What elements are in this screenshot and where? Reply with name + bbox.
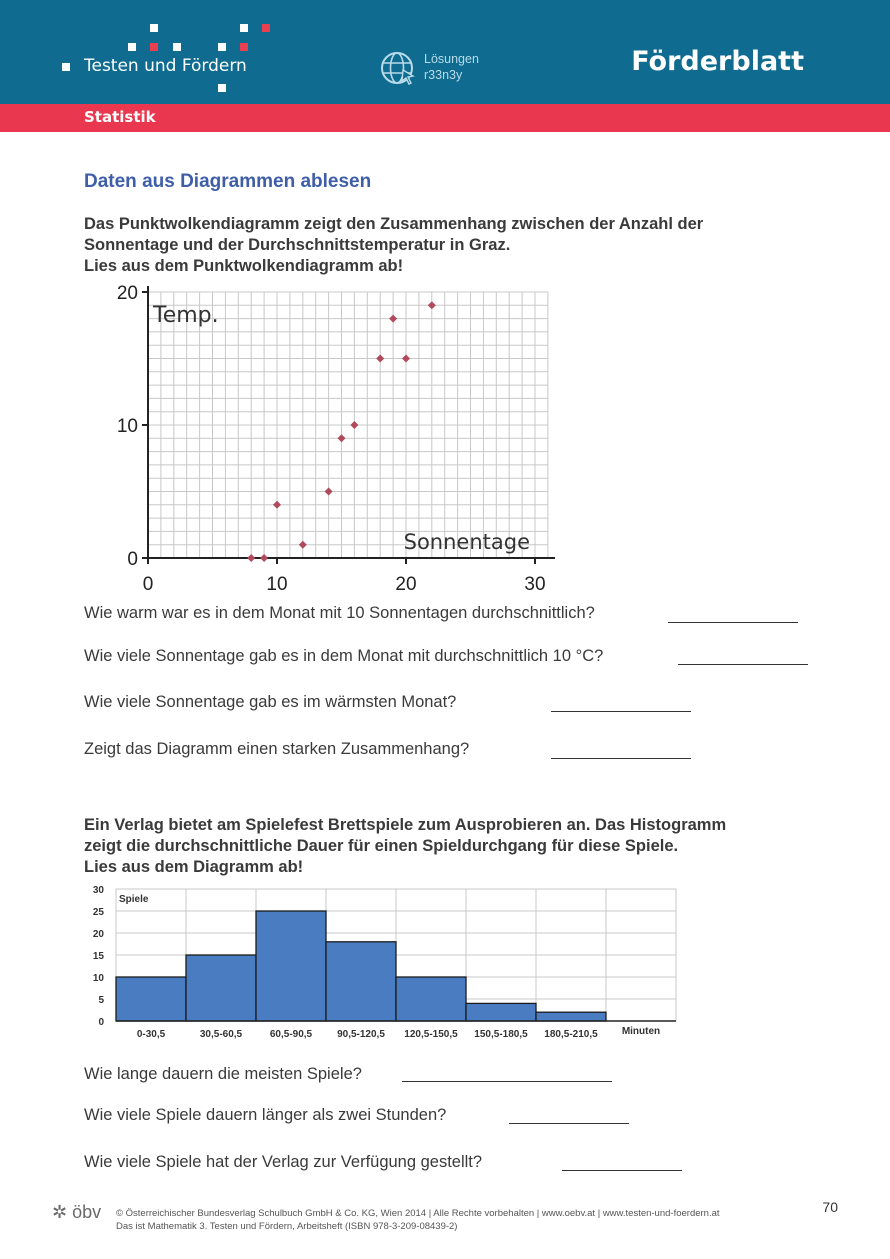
answer-line-4[interactable] <box>551 758 691 759</box>
x-tick-label: 180,5-210,5 <box>544 1029 598 1040</box>
histogram-bar <box>256 911 326 1021</box>
histogram-bar <box>186 955 256 1021</box>
logo-square <box>240 24 248 32</box>
logo-square <box>150 24 158 32</box>
logo-square <box>62 63 70 71</box>
y-tick-label: 15 <box>92 951 104 962</box>
x-tick-label: 30 <box>524 574 546 595</box>
logo-square <box>128 43 136 51</box>
answer-line-2[interactable] <box>678 664 808 665</box>
section-title: Daten aus Diagrammen ablesen <box>84 171 372 192</box>
x-tick-label: 60,5-90,5 <box>269 1029 313 1040</box>
histogram-bar <box>396 977 466 1021</box>
x-tick-label: 90,5-120,5 <box>337 1029 385 1040</box>
logo-square <box>262 24 270 32</box>
brand-name: Testen und Fördern <box>84 56 247 76</box>
x-axis-label: Minuten <box>621 1026 661 1037</box>
subject-bar <box>0 104 890 132</box>
task1-question-2: Wie viele Sonnentage gab es in dem Monat mit durchschnittlich 10 °C? <box>84 647 604 665</box>
x-tick-label: 10 <box>266 574 288 595</box>
task2-intro-line: Lies aus dem Diagramm ab! <box>84 858 304 876</box>
globe-icon[interactable] <box>380 50 416 86</box>
y-tick-label: 20 <box>92 929 104 940</box>
y-axis-label: Temp. <box>153 303 219 328</box>
solutions-code: r33n3y <box>424 68 463 82</box>
y-tick-label: 5 <box>98 995 104 1006</box>
answer-line-5[interactable] <box>402 1081 612 1082</box>
y-tick-label: 0 <box>127 549 138 570</box>
x-tick-label: 120,5-150,5 <box>404 1029 458 1040</box>
x-axis-label: Sonnentage <box>403 530 530 554</box>
task1-intro <box>84 214 804 277</box>
page-number: 70 <box>822 1199 838 1215</box>
x-tick-label: 30,5-60,5 <box>199 1029 243 1040</box>
answer-line-1[interactable] <box>668 622 798 623</box>
task2-intro-line: zeigt die durchschnittliche Dauer für einen Spieldurchgang für diese Spiele. <box>84 837 679 855</box>
histogram-chart <box>84 882 684 1044</box>
scatter-chart <box>100 280 560 600</box>
answer-line-7[interactable] <box>562 1170 682 1171</box>
footer-text <box>116 1207 720 1233</box>
y-tick-label: 10 <box>92 973 104 984</box>
task2-question-2: Wie viele Spiele dauern länger als zwei Stunden? <box>84 1106 447 1124</box>
y-tick-label: 10 <box>116 416 138 437</box>
subject-label: Statistik <box>84 108 156 126</box>
task1-question-1: Wie warm war es in dem Monat mit 10 Sonnentagen durchschnittlich? <box>84 604 595 622</box>
logo-square <box>240 43 248 51</box>
task1-intro-line: Das Punktwolkendiagramm zeigt den Zusammenhang zwischen der Anzahl der <box>84 215 704 233</box>
x-tick-label: 20 <box>395 574 417 595</box>
histogram-bar <box>466 1003 536 1021</box>
y-tick-label: 30 <box>92 885 104 896</box>
solutions-label: Lösungen <box>424 52 479 66</box>
y-axis-label: Spiele <box>119 894 149 905</box>
task1-question-3: Wie viele Sonnentage gab es im wärmsten Monat? <box>84 693 457 711</box>
footer-book: Das ist Mathematik 3. Testen und Fördern, Arbeitsheft (ISBN 978-3-209-08439-2) <box>116 1221 458 1232</box>
histogram-bar <box>116 977 186 1021</box>
solutions-link[interactable] <box>424 51 479 83</box>
task2-intro <box>84 815 804 878</box>
x-tick-label: 0-30,5 <box>136 1029 166 1040</box>
logo-square <box>173 43 181 51</box>
y-tick-label: 25 <box>92 907 104 918</box>
task1-intro-line: Sonnentage und der Durchschnittstemperatur in Graz. <box>84 236 511 254</box>
task1-intro-line: Lies aus dem Punktwolkendiagramm ab! <box>84 257 404 275</box>
logo-square <box>218 43 226 51</box>
logo-square <box>218 84 226 92</box>
asterisk-icon: ✲ <box>52 1202 68 1222</box>
footer-copyright: © Österreichischer Bundesverlag Schulbuch GmbH & Co. KG, Wien 2014 | Alle Rechte vorbehalten | www.oebv.at | www.testen-und-foerdern.at <box>116 1208 720 1219</box>
task2-intro-line: Ein Verlag bietet am Spielefest Brettspiele zum Ausprobieren an. Das Histogramm <box>84 816 727 834</box>
plot-background <box>148 292 555 568</box>
x-tick-label: 0 <box>142 574 154 595</box>
answer-line-6[interactable] <box>509 1123 629 1124</box>
answer-line-3[interactable] <box>551 711 691 712</box>
task1-question-4: Zeigt das Diagramm einen starken Zusammenhang? <box>84 740 470 758</box>
publisher-logo-text: öbv <box>72 1202 102 1222</box>
publisher-logo <box>52 1202 101 1223</box>
histogram-bar <box>326 942 396 1021</box>
task2-question-1: Wie lange dauern die meisten Spiele? <box>84 1065 362 1083</box>
logo-square <box>150 43 158 51</box>
histogram-bar <box>536 1012 606 1021</box>
x-tick-label: 150,5-180,5 <box>474 1029 528 1040</box>
page-title: Förderblatt <box>631 46 804 77</box>
y-tick-label: 20 <box>116 283 138 304</box>
y-tick-label: 0 <box>98 1017 104 1028</box>
task2-question-3: Wie viele Spiele hat der Verlag zur Verfügung gestellt? <box>84 1153 483 1171</box>
header-banner <box>0 0 890 104</box>
